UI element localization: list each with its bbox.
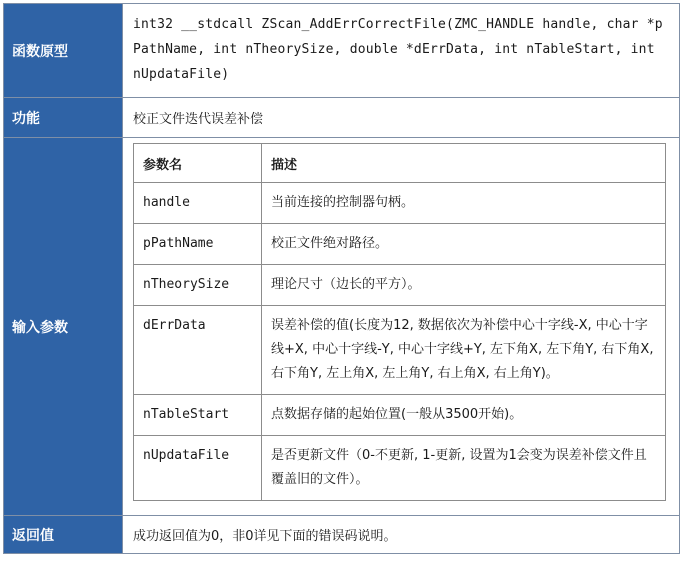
prototype-text: int32 __stdcall ZScan_AddErrCorrectFile(ZMC_HANDLE handle, char *pPathName, int nTheorySize, double *dErrData, int nTableStart, int nUpdataFile) [123, 4, 680, 98]
table-row [134, 436, 666, 501]
param-name: nTableStart [134, 395, 262, 436]
param-name: nUpdataFile [134, 436, 262, 501]
table-row [134, 183, 666, 224]
param-name: nTheorySize [134, 265, 262, 306]
param-desc: 校正文件绝对路径。 [262, 224, 666, 265]
return-text: 成功返回值为0，非0详见下面的错误码说明。 [123, 516, 680, 554]
param-desc-header: 描述 [262, 144, 666, 183]
prototype-row [4, 4, 680, 98]
param-name: handle [134, 183, 262, 224]
prototype-label: 函数原型 [4, 4, 123, 98]
param-name: dErrData [134, 306, 262, 395]
param-desc: 理论尺寸（边长的平方）。 [262, 265, 666, 306]
return-row [4, 516, 680, 554]
function-label: 功能 [4, 98, 123, 138]
function-text: 校正文件迭代误差补偿 [123, 98, 680, 138]
param-name: pPathName [134, 224, 262, 265]
params-header-row [134, 144, 666, 183]
table-row [134, 224, 666, 265]
api-doc-table [3, 3, 680, 554]
return-label: 返回值 [4, 516, 123, 554]
table-row [134, 306, 666, 395]
table-row [134, 265, 666, 306]
params-row [4, 138, 680, 516]
param-desc: 当前连接的控制器句柄。 [262, 183, 666, 224]
params-label: 输入参数 [4, 138, 123, 516]
table-row [134, 395, 666, 436]
param-desc: 误差补偿的值(长度为12, 数据依次为补偿中心十字线-X, 中心十字线+X, 中心十字线-Y, 中心十字线+Y, 左下角X, 左下角Y, 右下角X, 右下角Y, 左上角X, 左上角Y, 右上角X, 右上角Y)。 [262, 306, 666, 395]
param-desc: 是否更新文件（0-不更新, 1-更新, 设置为1会变为误差补偿文件且覆盖旧的文件）。 [262, 436, 666, 501]
function-row [4, 98, 680, 138]
params-table [133, 143, 666, 501]
param-desc: 点数据存储的起始位置(一般从3500开始)。 [262, 395, 666, 436]
params-cell [123, 138, 680, 516]
param-name-header: 参数名 [134, 144, 262, 183]
